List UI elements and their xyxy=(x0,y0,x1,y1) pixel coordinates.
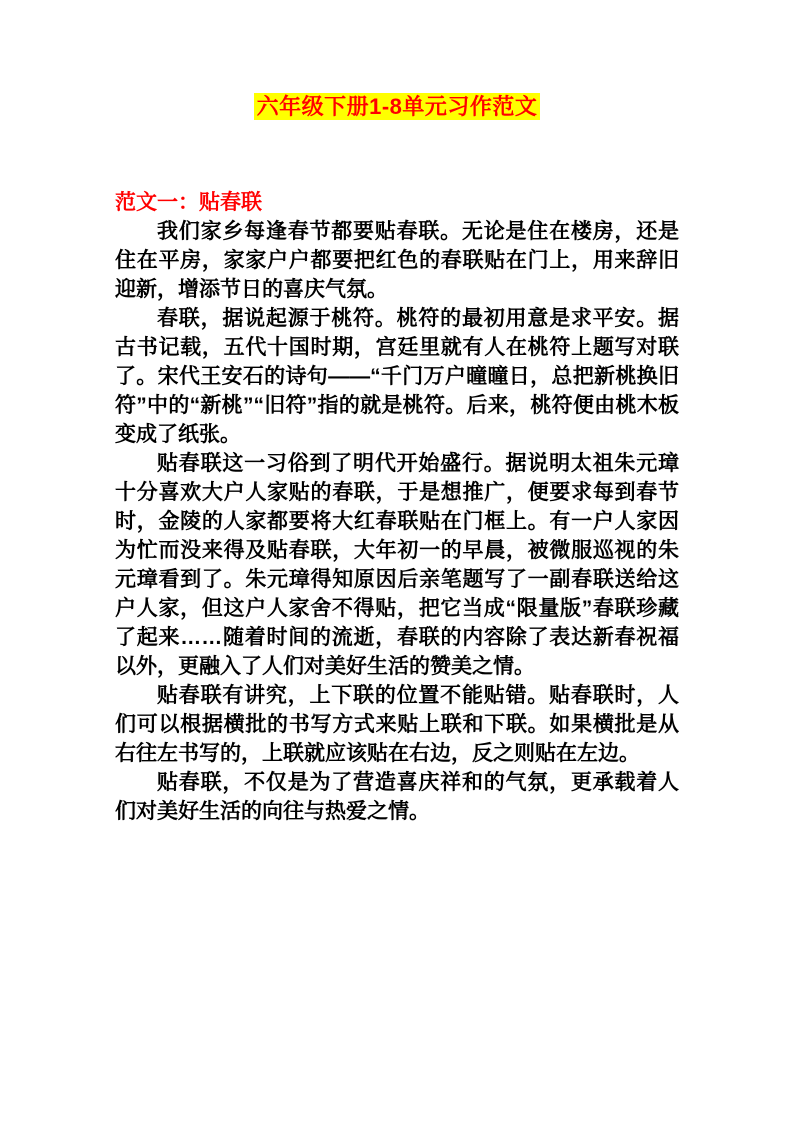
essay-body xyxy=(115,188,679,826)
essay-paragraph-2: 春联，据说起源于桃符。桃符的最初用意是求平安。据古书记载，五代十国时期，宫廷里就有人在桃符上题写对联了。宋代王安石的诗句——“千门万户曈曈日，总把新桃换旧符”中的“新桃”“旧符”指的就是桃符。后来，桃符便由桃木板变成了纸张。 xyxy=(115,307,679,446)
essay-paragraph-4: 贴春联有讲究，上下联的位置不能贴错。贴春联时，人们可以根据横批的书写方式来贴上联和下联。如果横批是从右往左书写的，上联就应该贴在右边，反之则贴在左边。 xyxy=(115,684,679,765)
essay-paragraph-5: 贴春联，不仅是为了营造喜庆祥和的气氛，更承载着人们对美好生活的向往与热爱之情。 xyxy=(115,771,679,823)
essay-heading: 范文一：贴春联 xyxy=(115,191,262,214)
essay-paragraph-1: 我们家乡每逢春节都要贴春联。无论是住在楼房，还是住在平房，家家户户都要把红色的春联贴在门上，用来辞旧迎新，增添节日的喜庆气氛。 xyxy=(115,220,679,301)
doc-title-row xyxy=(115,93,679,120)
essay-paragraph-3: 贴春联这一习俗到了明代开始盛行。据说明太祖朱元璋十分喜欢大户人家贴的春联，于是想推广，便要求每到春节时，金陵的人家都要将大红春联贴在门框上。有一户人家因为忙而没来得及贴春联，大年初一的早晨，被微服巡视的朱元璋看到了。朱元璋得知原因后亲笔题写了一副春联送给这户人家，但这户人家舍不得贴，把它当成“限量版”春联珍藏了起来……随着时间的流逝，春联的内容除了表达新春祝福以外，更融入了人们对美好生活的赞美之情。 xyxy=(115,452,679,678)
doc-title: 六年级下册1-8单元习作范文 xyxy=(254,93,541,120)
